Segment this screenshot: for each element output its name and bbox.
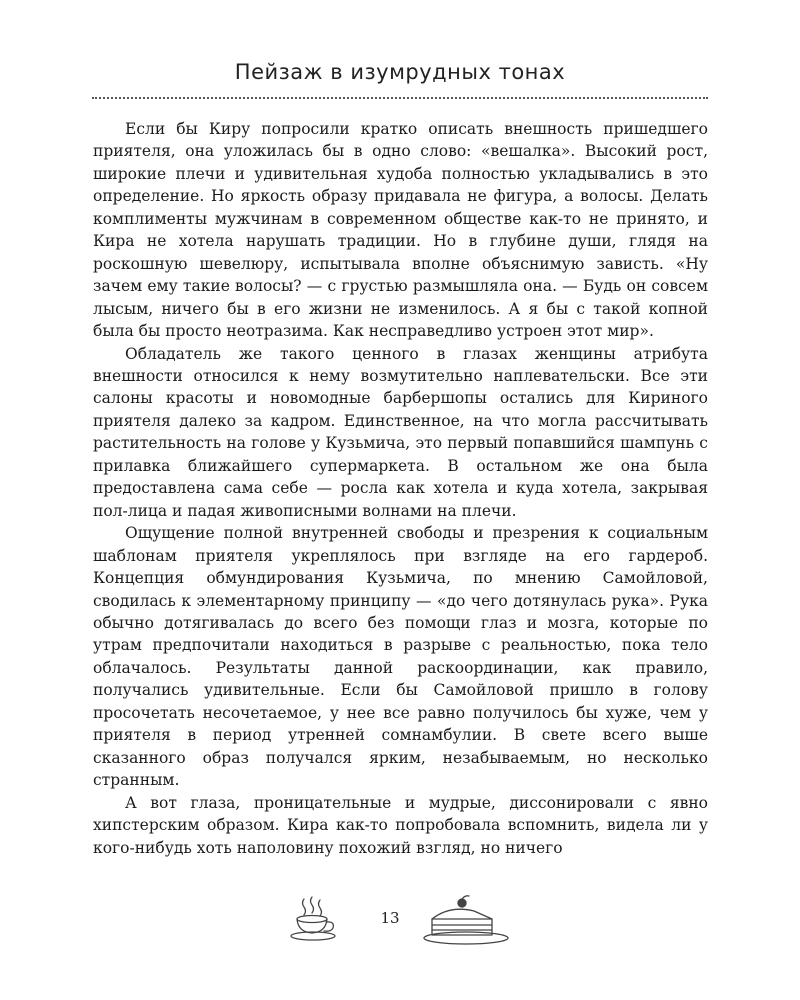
paragraph: Если бы Киру попросили кратко описать внешность пришедшего приятеля, она уложилась бы в одно слово: «вешалка». Высокий рост, широкие плечи и удивительная худоба полностью укладывались в это определение. Но яркость образу придавала не фигура, а волосы. Делать комплименты мужчинам в современном обществе как-то не принято, и Кира не хотела нарушать традиции. Но в глубине души, глядя на роскошную шевелюру, испытывала вполне объяснимую зависть. «Ну зачем ему такие волосы? — с грустью размышляла она. — Будь он совсем лысым, ничего бы в его жизни не изменилось. А я бы с такой копной была бы просто неотразима. Как несправедливо устроен этот мир». [93, 120, 708, 341]
page-number: 13 [380, 909, 400, 927]
page-body [93, 118, 708, 859]
coffee-cup-icon [286, 895, 350, 943]
paragraph: Обладатель же такого ценного в глазах женщины атрибута внешности относился к нему возмутительно наплевательски. Все эти салоны красоты и новомодные барбершопы остались для Кириного приятеля далеко за кадром. Единственное, на что могла рассчитывать растительность на голове у Кузьмича, это первый попавшийся шампунь с прилавка ближайшего супермаркета. В остальном же она была предоставлена сама себе — росла как хотела и куда хотела, закрывая пол-лица и падая живописными волнами на плечи. [93, 344, 708, 520]
paragraph: А вот глаза, проницательные и мудрые, диссонировали с явно хипстерским образом. Кира как-то попробовала вспомнить, видела ли у кого-нибудь хоть наполовину похожий взгляд, но ничего [93, 793, 708, 857]
running-header: Пейзаж в изумрудных тонах [234, 60, 566, 84]
dotted-divider [92, 97, 708, 99]
cake-slice-icon [418, 895, 518, 947]
paragraph: Ощущение полной внутренней свободы и презрения к социальным шаблонам приятеля укреплялось при взгляде на его гардероб. Концепция обмундирования Кузьмича, по мнению Самойловой, сводилась к элементарному принципу — «до чего дотянулась рука». Рука обычно дотягивалась до всего без помощи глаз и мозга, которые по утрам предпочитали находиться в разрыве с реальностью, пока тело облачалось. Результаты данной раскоординации, как правило, получались удивительные. Если бы Самойловой пришло в голову просочетать несочетаемое, у нее все равно получилось бы хуже, чем у приятеля в период утренней сомнамбулии. В свете всего выше сказанного образ получался ярким, незабываемым, но несколько странным. [93, 524, 708, 790]
page-footer [0, 895, 800, 955]
